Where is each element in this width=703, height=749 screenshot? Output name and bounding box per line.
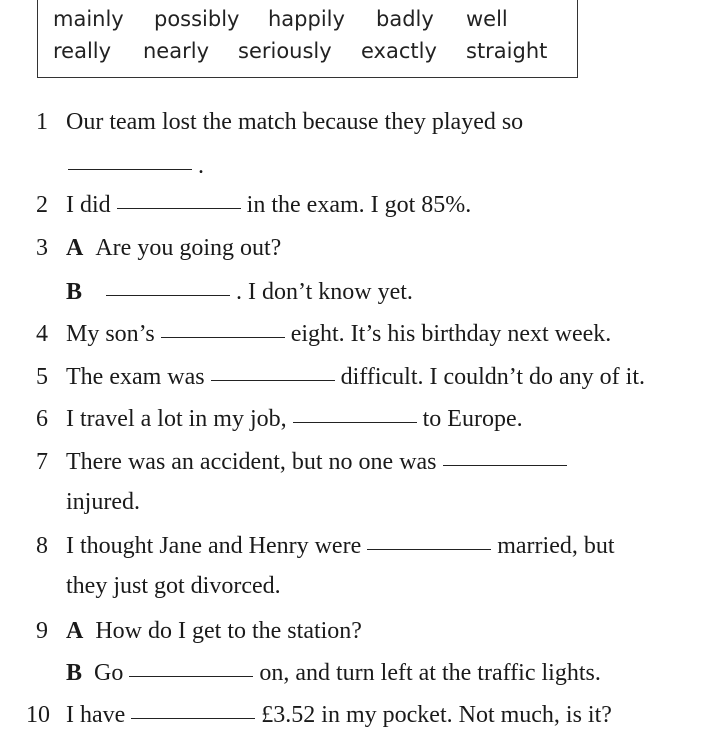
question-number: 4 [36, 321, 48, 347]
word-box-item: possibly [154, 7, 240, 31]
answer-blank[interactable] [129, 675, 253, 677]
answer-blank[interactable] [106, 294, 230, 296]
word-box-item: mainly [53, 7, 124, 31]
dialogue-line: A Are you going out? [66, 235, 282, 261]
answer-blank[interactable] [117, 207, 241, 209]
question-number: 8 [36, 533, 48, 559]
question-text: . [62, 152, 204, 180]
word-box-item: exactly [361, 39, 437, 63]
word-box [37, 0, 578, 78]
question-text: Our team lost the match because they played so [66, 109, 524, 135]
question-text: My son’s eight. It’s his birthday next week. [66, 321, 612, 347]
question-text: I travel a lot in my job, to Europe. [66, 406, 523, 432]
answer-blank[interactable] [367, 548, 491, 550]
answer-blank[interactable] [68, 168, 192, 170]
question-number: 6 [36, 406, 48, 432]
question-text: injured. [66, 489, 140, 515]
dialogue-line: B Go on, and turn left at the traffic lights. [66, 660, 601, 686]
answer-blank[interactable] [131, 717, 255, 719]
question-text: I have £3.52 in my pocket. Not much, is it? [66, 702, 612, 728]
question-number: 7 [36, 449, 48, 475]
answer-blank[interactable] [211, 379, 335, 381]
answer-blank[interactable] [161, 336, 285, 338]
word-box-item: seriously [238, 39, 332, 63]
question-number: 10 [26, 702, 50, 728]
answer-blank[interactable] [293, 421, 417, 423]
word-box-item: well [466, 7, 508, 31]
question-number: 5 [36, 364, 48, 390]
question-number: 3 [36, 235, 48, 261]
question-number: 2 [36, 192, 48, 218]
speaker-label: B [66, 660, 83, 686]
word-box-item: happily [268, 7, 345, 31]
speaker-label: A [66, 618, 84, 644]
speaker-label: A [66, 235, 84, 261]
question-text: I thought Jane and Henry were married, but [66, 533, 615, 559]
speaker-label: B [66, 279, 83, 305]
question-text: There was an accident, but no one was [66, 448, 573, 476]
word-box-item: nearly [143, 39, 209, 63]
question-text: I did in the exam. I got 85%. [66, 192, 472, 218]
answer-blank[interactable] [443, 464, 567, 466]
word-box-item: really [53, 39, 112, 63]
question-text: they just got divorced. [66, 573, 281, 599]
question-number: 9 [36, 618, 48, 644]
question-number: 1 [36, 109, 48, 135]
dialogue-line: B . I don’t know yet. [66, 279, 413, 305]
question-text: The exam was difficult. I couldn’t do any of it. [66, 364, 646, 390]
word-box-item: badly [376, 7, 434, 31]
dialogue-line: A How do I get to the station? [66, 618, 362, 644]
word-box-item: straight [466, 39, 548, 63]
